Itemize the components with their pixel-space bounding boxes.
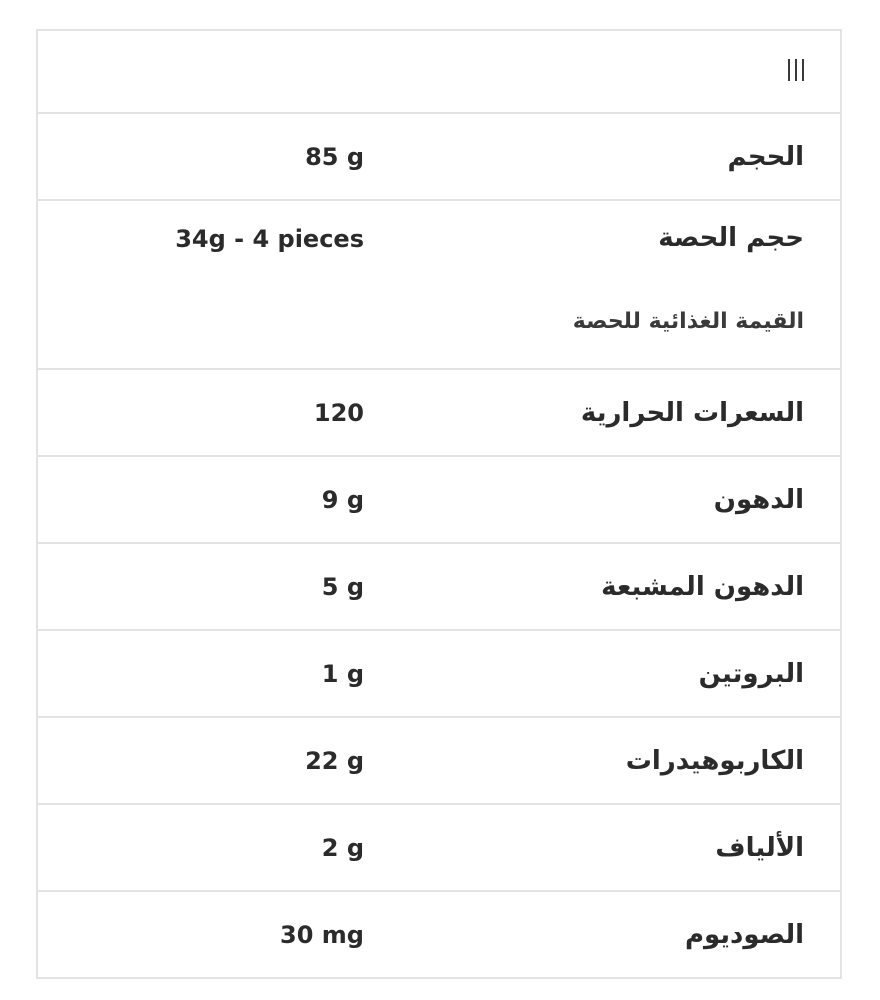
row-label: الكاربوهيدرات [625,745,804,776]
table-header-row [38,31,840,112]
row-label: السعرات الحرارية [580,397,804,428]
row-label: الألياف [715,832,804,863]
row-value: 34g - 4 pieces [175,225,364,253]
row-label: البروتين [698,658,804,689]
row-label: الدهون المشبعة [601,571,804,602]
row-value: 30 mg [280,920,364,949]
row-value: 120 [313,398,364,427]
row-label: الحجم [727,141,804,172]
table-row-size [38,112,840,199]
row-label: الصوديوم [684,919,804,950]
table-row-calories [38,368,840,455]
table-row-fat [38,455,840,542]
table-row-serving-size [38,199,840,368]
row-label: الدهون [713,484,804,515]
table-row-fiber [38,803,840,890]
row-value: 2 g [321,833,364,862]
row-value: 85 g [305,142,364,171]
row-value: 5 g [321,572,364,601]
row-value: 9 g [321,485,364,514]
table-row-saturated-fat [38,542,840,629]
table-row-sodium [38,890,840,977]
vertical-bars-icon[interactable] [786,59,806,81]
row-label: حجم الحصة [658,223,804,253]
nutrition-table [36,29,842,979]
row-value: 1 g [321,659,364,688]
nutrition-per-serving-heading: القيمة الغذائية للحصة [572,309,804,334]
row-value: 22 g [305,746,364,775]
table-row-protein [38,629,840,716]
table-row-carbohydrates [38,716,840,803]
